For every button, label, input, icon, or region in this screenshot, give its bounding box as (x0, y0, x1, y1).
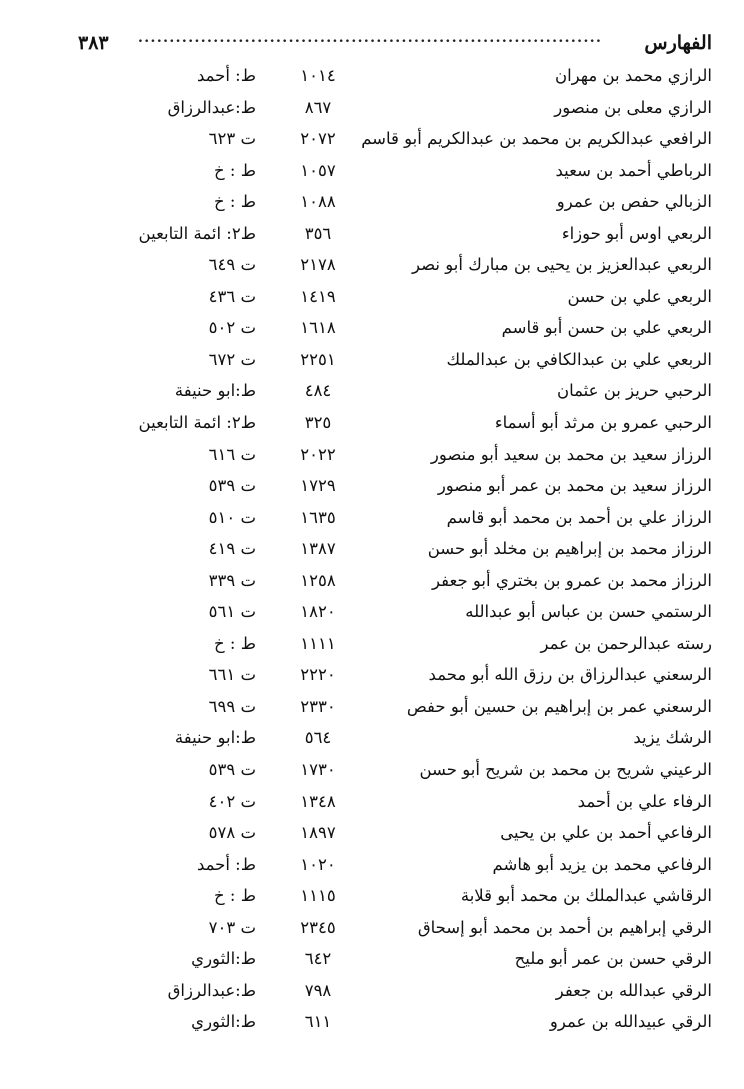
leader-dots: .......................................................................... (138, 30, 603, 46)
entry-name: الرازي محمد بن مهران (554, 66, 712, 85)
entry-reference: ط:الثوري (191, 949, 256, 969)
entry-number: ٤٨٤ (304, 381, 332, 401)
entry-reference: ت ٥٦١ (208, 602, 256, 622)
entry-number: ١٣٤٨ (300, 791, 336, 811)
index-entry-row (0, 535, 744, 567)
entry-number: ٣٢٥ (304, 413, 332, 433)
index-entry-row (0, 882, 744, 914)
entry-number: ٢٢٥١ (300, 349, 336, 369)
entry-reference: ت ٥٠٢ (208, 318, 256, 338)
entry-number: ٥٦٤ (304, 728, 332, 748)
index-entry-row (0, 914, 744, 946)
entry-name: الربعي علي بن حسن أبو قاسم (501, 318, 712, 338)
entry-name: الربعي علي بن حسن (567, 286, 712, 306)
index-entry-row (0, 62, 744, 94)
entry-reference: ط : خ (214, 886, 256, 906)
entry-reference: ت ٤١٩ (208, 539, 256, 559)
index-entry-row (0, 724, 744, 756)
page-number: ٣٨٣ (78, 32, 109, 54)
index-entry-row (0, 220, 744, 252)
index-entry-row (0, 567, 744, 599)
index-entry-row (0, 945, 744, 977)
entry-name: الرقي حسن بن عمر أبو مليح (514, 949, 712, 969)
entry-number: ١٨٢٠ (300, 602, 336, 622)
entry-reference: ط:الثوري (191, 1012, 256, 1032)
entry-number: ١١١٥ (300, 886, 336, 906)
entry-reference: ط:عبدالرزاق (167, 980, 256, 1000)
entry-number: ٢١٧٨ (300, 255, 336, 275)
index-entry-row (0, 188, 744, 220)
entry-number: ١٠١٤ (300, 66, 336, 85)
entry-number: ١٦١٨ (300, 318, 336, 338)
entry-name: الرفاعي محمد بن يزيد أبو هاشم (492, 854, 712, 874)
entry-reference: ط : خ (214, 160, 256, 180)
entry-reference: ط: أحمد (196, 66, 256, 85)
entry-number: ٦٤٢ (304, 949, 332, 969)
entry-name: الرفاعي أحمد بن علي بن يحيى (500, 823, 712, 843)
index-entry-row (0, 693, 744, 725)
entry-reference: ط: أحمد (196, 854, 256, 874)
entry-name: الرزاز محمد بن إبراهيم بن مخلد أبو حسن (427, 539, 712, 559)
index-entry-row (0, 977, 744, 1009)
entry-name: الرحبي عمرو بن مرثد أبو أسماء (494, 413, 712, 433)
entry-reference: ت ٦٤٩ (208, 255, 256, 275)
index-entry-row (0, 157, 744, 189)
entry-reference: ت ٧٠٣ (208, 917, 256, 937)
entry-reference: ت ٦٧٢ (208, 349, 256, 369)
index-entry-row (0, 788, 744, 820)
entry-number: ١٢٥٨ (300, 570, 336, 590)
entry-number: ١٧٣٠ (300, 760, 336, 780)
entry-number: ١٣٨٧ (300, 539, 336, 559)
entry-name: الرفاء علي بن أحمد (577, 791, 712, 811)
entry-name: الرازي معلى بن منصور (554, 97, 712, 117)
index-entry-row (0, 283, 744, 315)
entry-name: الرقي إبراهيم بن أحمد بن محمد أبو إسحاق (417, 917, 712, 937)
entry-number: ١٠٢٠ (300, 854, 336, 874)
entry-name: الرعيني شريح بن محمد بن شريح أبو حسن (419, 760, 712, 780)
entry-number: ٧٩٨ (304, 980, 332, 1000)
index-entry-row (0, 251, 744, 283)
entry-reference: ط:ابو حنيفة (174, 728, 256, 748)
entry-reference: ط:عبدالرزاق (167, 97, 256, 117)
entry-number: ١٧٢٩ (300, 476, 336, 496)
index-entry-row (0, 409, 744, 441)
entry-reference: ت ٦١٦ (208, 444, 256, 464)
entry-name: الرشك يزيد (633, 728, 712, 748)
entry-reference: ط : خ (214, 192, 256, 212)
entry-reference: ت ٦٦١ (208, 665, 256, 685)
entry-name: الرحبي حريز بن عثمان (556, 381, 712, 401)
index-entry-row (0, 125, 744, 157)
entry-reference: ط:ابو حنيفة (174, 381, 256, 401)
entry-reference: ت ٤٣٦ (208, 286, 256, 306)
entry-reference: ت ٦٢٣ (208, 129, 256, 149)
entry-reference: ط : خ (214, 633, 256, 653)
index-entry-row (0, 756, 744, 788)
index-entry-row (0, 472, 744, 504)
entry-number: ١٤١٩ (300, 286, 336, 306)
entry-name: الرقاشي عبدالملك بن محمد أبو قلابة (460, 886, 712, 906)
entry-number: ١١١١ (300, 633, 336, 653)
entry-name: الرزاز سعيد بن محمد بن عمر أبو منصور (437, 476, 712, 496)
entry-number: ٨٦٧ (304, 97, 332, 117)
index-entry-row (0, 314, 744, 346)
index-entry-row (0, 377, 744, 409)
entry-reference: ت ٥٧٨ (208, 823, 256, 843)
index-entry-row (0, 598, 744, 630)
entry-number: ٢٢٢٠ (300, 665, 336, 685)
index-entry-row (0, 504, 744, 536)
entry-name: الرباطي أحمد بن سعيد (555, 160, 712, 180)
entry-name: الرافعي عبدالكريم بن محمد بن عبدالكريم أبو قاسم (361, 129, 712, 149)
entry-number: ٢٠٢٢ (300, 444, 336, 464)
entry-name: الرسعني عبدالرزاق بن رزق الله أبو محمد (428, 665, 712, 685)
section-title: الفهارس (644, 32, 712, 54)
entry-reference: ت ٣٣٩ (208, 570, 256, 590)
entry-name: الرسعني عمر بن إبراهيم بن حسين أبو حفص (406, 696, 712, 716)
entry-number: ١٦٣٥ (300, 507, 336, 527)
index-entry-row (0, 346, 744, 378)
entry-number: ٢٣٤٥ (300, 917, 336, 937)
index-entry-row (0, 661, 744, 693)
entry-number: ١٠٥٧ (300, 160, 336, 180)
entry-name: الربعي عبدالعزيز بن يحيى بن مبارك أبو نصر (412, 255, 712, 275)
entry-name: الرقي عبدالله بن جعفر (555, 980, 712, 1000)
entry-name: الرزاز سعيد بن محمد بن سعيد أبو منصور (430, 444, 712, 464)
entry-number: ١٠٨٨ (300, 192, 336, 212)
entry-reference: ت ٤٠٢ (208, 791, 256, 811)
index-entry-row (0, 819, 744, 851)
entry-name: رسته عبدالرحمن بن عمر (540, 633, 712, 653)
index-entries (0, 62, 744, 1040)
entry-number: ٢٠٧٢ (300, 129, 336, 149)
entry-number: ٦١١ (304, 1012, 332, 1032)
entry-number: ٢٣٣٠ (300, 696, 336, 716)
index-entry-row (0, 441, 744, 473)
entry-name: الربعي اوس أبو حوزاء (561, 223, 712, 243)
page-header (78, 30, 712, 64)
entry-name: الزبالي حفص بن عمرو (556, 192, 712, 212)
entry-number: ١٨٩٧ (300, 823, 336, 843)
entry-name: الرزاز محمد بن عمرو بن بختري أبو جعفر (432, 570, 712, 590)
index-entry-row (0, 851, 744, 883)
entry-name: الربعي علي بن عبدالكافي بن عبدالملك (446, 349, 712, 369)
entry-reference: ت ٦٩٩ (208, 696, 256, 716)
entry-reference: ت ٥٣٩ (208, 476, 256, 496)
entry-name: الرقي عبيدالله بن عمرو (549, 1012, 712, 1032)
entry-reference: ط٢: ائمة التابعين (138, 223, 256, 243)
index-entry-row (0, 1008, 744, 1040)
entry-reference: ط٢: ائمة التابعين (138, 413, 256, 433)
index-entry-row (0, 94, 744, 126)
entry-number: ٣٥٦ (304, 223, 332, 243)
index-entry-row (0, 630, 744, 662)
entry-name: الرستمي حسن بن عباس أبو عبدالله (465, 602, 712, 622)
entry-reference: ت ٥١٠ (208, 507, 256, 527)
entry-reference: ت ٥٣٩ (208, 760, 256, 780)
entry-name: الرزاز علي بن أحمد بن محمد أبو قاسم (446, 507, 712, 527)
